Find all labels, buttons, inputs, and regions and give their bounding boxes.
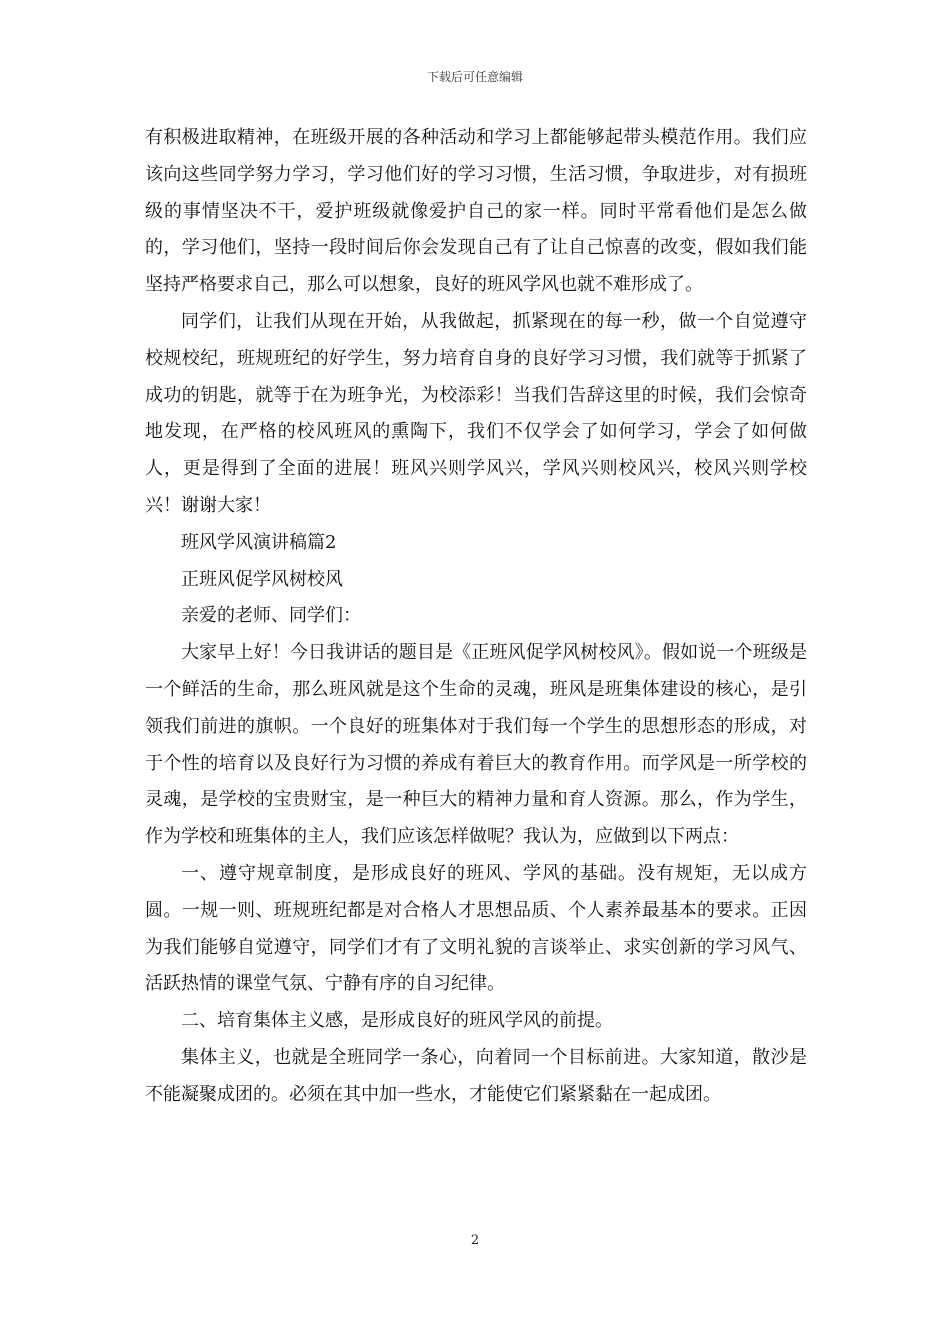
paragraph: 二、培育集体主义感，是形成良好的班风学风的前提。: [181, 1010, 613, 1032]
paragraph: 大家早上好！今日我讲话的题目是《正班风促学风树校风》。假如说一个班级是一个鲜活的生命，那么班风就是这个生命的灵魂，班风是班集体建设的核心，是引领我们前进的旗帜。一个良好的班集体对于我们每一个学生的思想形态的形成，对于个性的培育以及良好行为习惯的养成有着巨大的教育作用。而学风是一所学校的灵魂，是学校的宝贵财宝，是一种巨大的精神力量和育人资源。那么，作为学生，作为学校和班集体的主人，我们应该怎样做呢？我认为，应做到以下两点：: [145, 642, 807, 848]
salutation: 亲爱的老师、同学们：: [181, 605, 361, 627]
paragraph: 有积极进取精神，在班级开展的各种活动和学习上都能够起带头模范作用。我们应该向这些同学努力学习，学习他们好的学习习惯，生活习惯，争取进步，对有损班级的事情坚决不干，爱护班级就像爱护自己的家一样。同时平常看他们是怎么做的，学习他们，坚持一段时间后你会发现自己有了让自己惊喜的改变，假如我们能坚持严格要求自己，那么可以想象，良好的班风学风也就不难形成了。: [145, 127, 807, 296]
page-number: 2: [470, 1233, 480, 1248]
paragraph: 同学们，让我们从现在开始，从我做起，抓紧现在的每一秒，做一个自觉遵守校规校纪，班规班纪的好学生，努力培育自身的良好学习习惯，我们就等于抓紧了成功的钥匙，就等于在为班争光，为校添彩！当我们告辞这里的时候，我们会惊奇地发现，在严格的校风班风的熏陶下，我们不仅学会了如何学习，学会了如何做人，更是得到了全面的进展！班风兴则学风兴，学风兴则校风兴，校风兴则学校兴！谢谢大家！: [145, 310, 807, 516]
document-body: [145, 120, 807, 1114]
paragraph: 集体主义，也就是全班同学一条心，向着同一个目标前进。大家知道，散沙是不能凝聚成团的。必须在其中加一些水，才能使它们紧紧黏在一起成团。: [145, 1046, 807, 1105]
paragraph: 一、遵守规章制度，是形成良好的班风、学风的基础。没有规矩，无以成方圆。一规一则、班规班纪都是对合格人才思想品质、个人素养最基本的要求。正因为我们能够自觉遵守，同学们才有了文明礼貌的言谈举止、求实创新的学习风气、活跃热情的课堂气氛、宁静有序的自习纪律。: [145, 862, 807, 995]
page-header: 下载后可任意编辑: [426, 70, 523, 84]
speech-title: 正班风促学风树校风: [181, 568, 343, 590]
section-title: 班风学风演讲稿篇2: [181, 531, 337, 553]
